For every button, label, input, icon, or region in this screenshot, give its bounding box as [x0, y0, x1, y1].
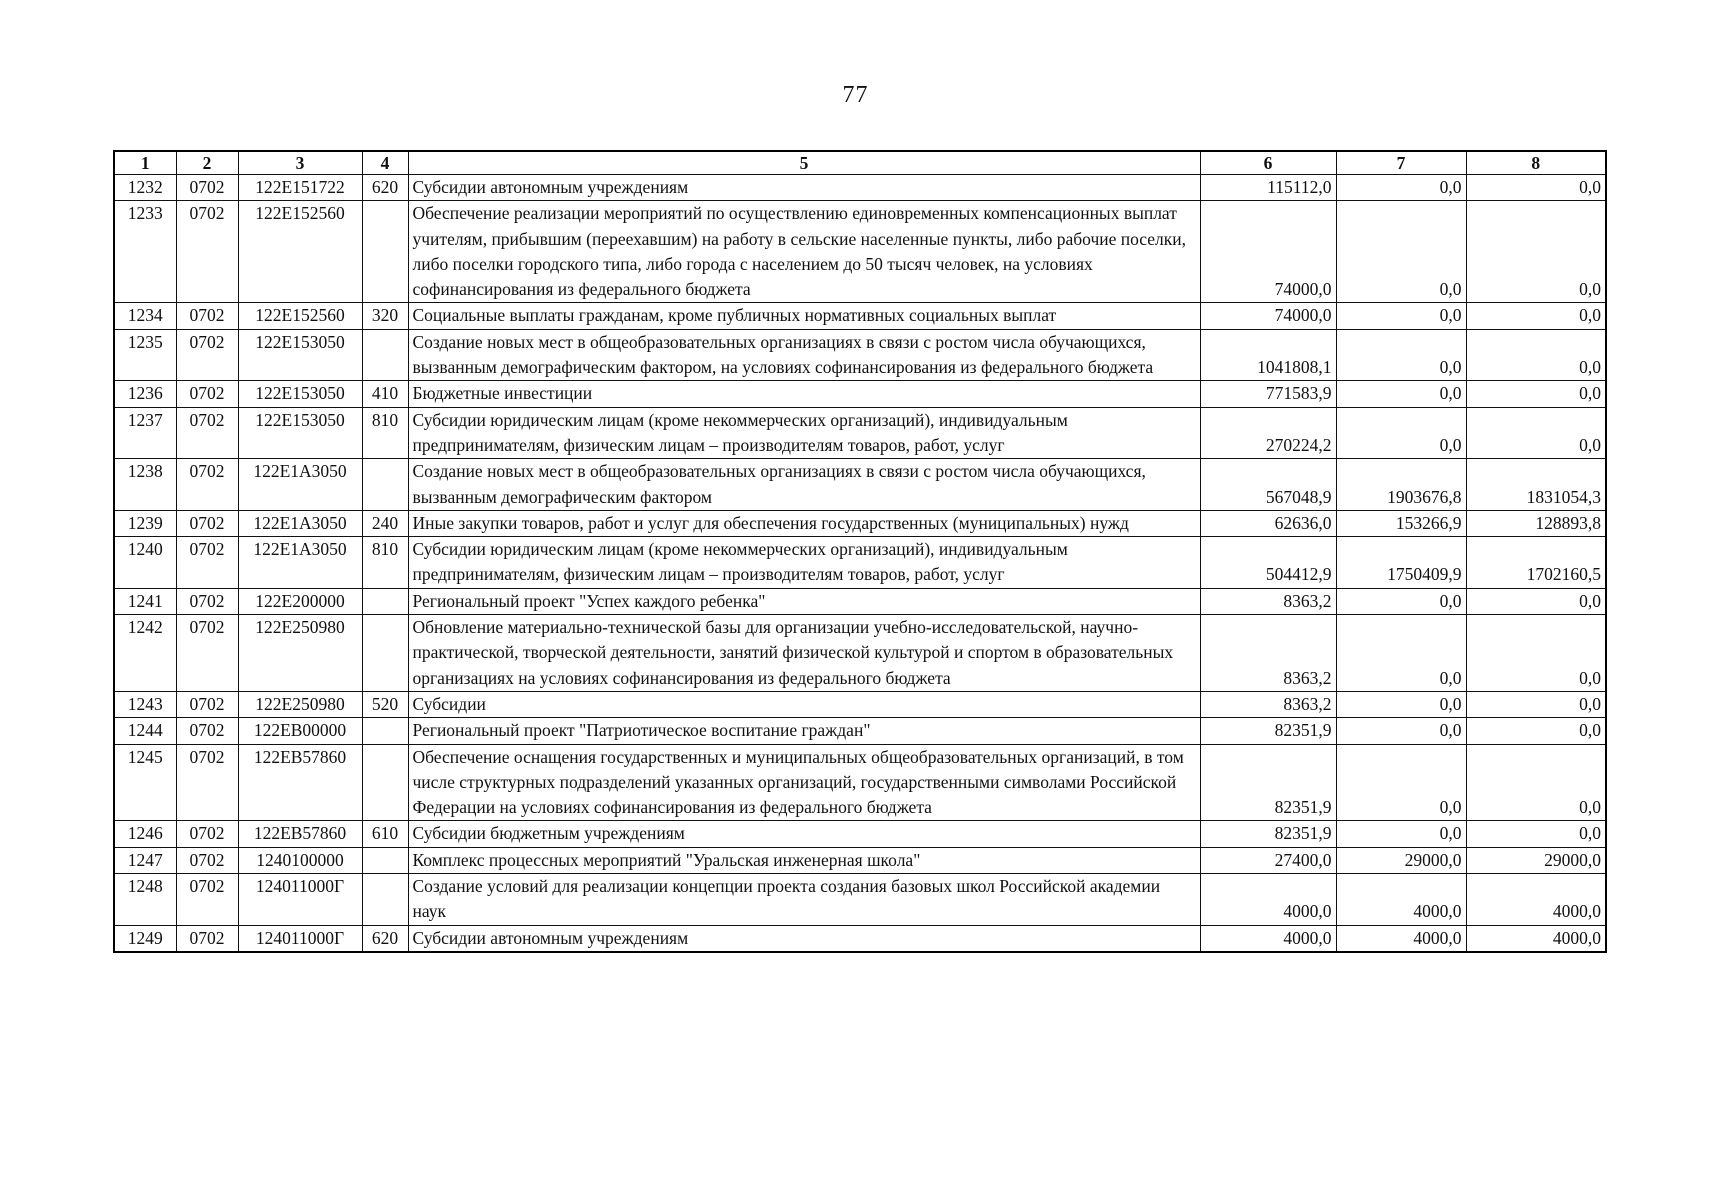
row-number-cell: 1234: [114, 303, 176, 329]
column-header: 1: [114, 151, 176, 175]
table-row: [114, 691, 1606, 717]
amount-col7-cell: 0,0: [1336, 615, 1466, 692]
column-header: 4: [362, 151, 408, 175]
amount-col8-cell: 0,0: [1466, 201, 1606, 303]
amount-col8-cell: 0,0: [1466, 329, 1606, 381]
table-row: [114, 588, 1606, 614]
section-code-cell: 0702: [176, 691, 238, 717]
section-code-cell: 0702: [176, 847, 238, 873]
expense-type-cell: [362, 329, 408, 381]
amount-col7-cell: 4000,0: [1336, 925, 1466, 952]
row-number-cell: 1243: [114, 691, 176, 717]
expense-type-cell: [362, 615, 408, 692]
table-row: [114, 744, 1606, 821]
table-row: [114, 821, 1606, 847]
expense-type-cell: 520: [362, 691, 408, 717]
section-code-cell: 0702: [176, 537, 238, 589]
row-number-cell: 1236: [114, 381, 176, 407]
amount-col8-cell: 0,0: [1466, 303, 1606, 329]
section-code-cell: 0702: [176, 201, 238, 303]
table-row: [114, 925, 1606, 952]
description-cell: Субсидии юридическим лицам (кроме некоммерческих организаций), индивидуальным предпринимателям, физическим лицам – производителям товаров, работ, услуг: [408, 537, 1200, 589]
description-cell: Субсидии: [408, 691, 1200, 717]
table-row: [114, 201, 1606, 303]
description-cell: Обновление материально-технической базы для организации учебно-исследовательской, научно-практической, творческой деятельности, занятий физической культурой и спортом в образовательных организациях на условиях софинансирования из федерального бюджета: [408, 615, 1200, 692]
amount-col6-cell: 8363,2: [1200, 691, 1336, 717]
amount-col6-cell: 82351,9: [1200, 718, 1336, 744]
description-cell: Субсидии автономным учреждениям: [408, 925, 1200, 952]
section-code-cell: 0702: [176, 821, 238, 847]
column-header: 5: [408, 151, 1200, 175]
target-article-cell: 122E250980: [238, 615, 362, 692]
amount-col8-cell: 0,0: [1466, 615, 1606, 692]
target-article-cell: 124011000Г: [238, 874, 362, 926]
amount-col7-cell: 0,0: [1336, 175, 1466, 201]
row-number-cell: 1244: [114, 718, 176, 744]
description-cell: Субсидии бюджетным учреждениям: [408, 821, 1200, 847]
row-number-cell: 1240: [114, 537, 176, 589]
table-body: [114, 175, 1606, 952]
section-code-cell: 0702: [176, 329, 238, 381]
row-number-cell: 1237: [114, 407, 176, 459]
amount-col6-cell: 74000,0: [1200, 303, 1336, 329]
section-code-cell: 0702: [176, 744, 238, 821]
target-article-cell: 122E151722: [238, 175, 362, 201]
amount-col7-cell: 0,0: [1336, 691, 1466, 717]
description-cell: Бюджетные инвестиции: [408, 381, 1200, 407]
amount-col7-cell: 0,0: [1336, 201, 1466, 303]
amount-col6-cell: 504412,9: [1200, 537, 1336, 589]
amount-col6-cell: 771583,9: [1200, 381, 1336, 407]
target-article-cell: 122E152560: [238, 303, 362, 329]
row-number-cell: 1247: [114, 847, 176, 873]
column-header: 6: [1200, 151, 1336, 175]
amount-col7-cell: 0,0: [1336, 588, 1466, 614]
target-article-cell: 122EB57860: [238, 744, 362, 821]
target-article-cell: 122E152560: [238, 201, 362, 303]
target-article-cell: 122E153050: [238, 381, 362, 407]
amount-col7-cell: 0,0: [1336, 407, 1466, 459]
amount-col7-cell: 0,0: [1336, 744, 1466, 821]
description-cell: Создание новых мест в общеобразовательных организациях в связи с ростом числа обучающихся, вызванным демографическим фактором, на условиях софинансирования из федерального бюджета: [408, 329, 1200, 381]
page-number: 77: [842, 82, 869, 108]
section-code-cell: 0702: [176, 459, 238, 511]
amount-col8-cell: 0,0: [1466, 175, 1606, 201]
table-row: [114, 329, 1606, 381]
description-cell: Субсидии автономным учреждениям: [408, 175, 1200, 201]
target-article-cell: 122E1A3050: [238, 537, 362, 589]
column-header: 3: [238, 151, 362, 175]
table-row: [114, 537, 1606, 589]
description-cell: Комплекс процессных мероприятий "Уральская инженерная школа": [408, 847, 1200, 873]
row-number-cell: 1232: [114, 175, 176, 201]
amount-col7-cell: 0,0: [1336, 329, 1466, 381]
description-cell: Иные закупки товаров, работ и услуг для обеспечения государственных (муниципальных) нужд: [408, 510, 1200, 536]
row-number-cell: 1248: [114, 874, 176, 926]
budget-table: [113, 150, 1607, 953]
section-code-cell: 0702: [176, 510, 238, 536]
section-code-cell: 0702: [176, 874, 238, 926]
amount-col7-cell: 4000,0: [1336, 874, 1466, 926]
target-article-cell: 122E1A3050: [238, 459, 362, 511]
amount-col6-cell: 82351,9: [1200, 744, 1336, 821]
expense-type-cell: 810: [362, 407, 408, 459]
amount-col7-cell: 1750409,9: [1336, 537, 1466, 589]
section-code-cell: 0702: [176, 588, 238, 614]
amount-col7-cell: 0,0: [1336, 718, 1466, 744]
amount-col8-cell: 128893,8: [1466, 510, 1606, 536]
amount-col8-cell: 1831054,3: [1466, 459, 1606, 511]
expense-type-cell: [362, 744, 408, 821]
expense-type-cell: [362, 847, 408, 873]
target-article-cell: 122EB57860: [238, 821, 362, 847]
table-row: [114, 510, 1606, 536]
section-code-cell: 0702: [176, 718, 238, 744]
row-number-cell: 1238: [114, 459, 176, 511]
target-article-cell: 122E200000: [238, 588, 362, 614]
expense-type-cell: [362, 459, 408, 511]
table-row: [114, 615, 1606, 692]
table-row: [114, 459, 1606, 511]
row-number-cell: 1241: [114, 588, 176, 614]
section-code-cell: 0702: [176, 615, 238, 692]
column-header: 8: [1466, 151, 1606, 175]
target-article-cell: 122E153050: [238, 407, 362, 459]
expense-type-cell: [362, 201, 408, 303]
amount-col6-cell: 8363,2: [1200, 588, 1336, 614]
description-cell: Региональный проект "Патриотическое воспитание граждан": [408, 718, 1200, 744]
expense-type-cell: [362, 874, 408, 926]
header-row: [114, 151, 1606, 175]
row-number-cell: 1239: [114, 510, 176, 536]
target-article-cell: 122E1A3050: [238, 510, 362, 536]
table-row: [114, 381, 1606, 407]
amount-col8-cell: 0,0: [1466, 691, 1606, 717]
target-article-cell: 1240100000: [238, 847, 362, 873]
column-header: 2: [176, 151, 238, 175]
table-row: [114, 874, 1606, 926]
row-number-cell: 1249: [114, 925, 176, 952]
table-row: [114, 407, 1606, 459]
amount-col7-cell: 0,0: [1336, 821, 1466, 847]
expense-type-cell: [362, 588, 408, 614]
amount-col8-cell: 1702160,5: [1466, 537, 1606, 589]
amount-col8-cell: 0,0: [1466, 381, 1606, 407]
row-number-cell: 1245: [114, 744, 176, 821]
amount-col6-cell: 8363,2: [1200, 615, 1336, 692]
expense-type-cell: 240: [362, 510, 408, 536]
amount-col7-cell: 0,0: [1336, 381, 1466, 407]
table-row: [114, 847, 1606, 873]
row-number-cell: 1246: [114, 821, 176, 847]
amount-col6-cell: 27400,0: [1200, 847, 1336, 873]
section-code-cell: 0702: [176, 303, 238, 329]
description-cell: Региональный проект "Успех каждого ребенка": [408, 588, 1200, 614]
amount-col8-cell: 0,0: [1466, 718, 1606, 744]
amount-col6-cell: 1041808,1: [1200, 329, 1336, 381]
section-code-cell: 0702: [176, 175, 238, 201]
row-number-cell: 1235: [114, 329, 176, 381]
amount-col7-cell: 0,0: [1336, 303, 1466, 329]
section-code-cell: 0702: [176, 925, 238, 952]
amount-col8-cell: 0,0: [1466, 407, 1606, 459]
target-article-cell: 124011000Г: [238, 925, 362, 952]
section-code-cell: 0702: [176, 407, 238, 459]
amount-col6-cell: 74000,0: [1200, 201, 1336, 303]
amount-col8-cell: 0,0: [1466, 744, 1606, 821]
column-header: 7: [1336, 151, 1466, 175]
expense-type-cell: 610: [362, 821, 408, 847]
target-article-cell: 122E153050: [238, 329, 362, 381]
table-row: [114, 303, 1606, 329]
expense-type-cell: [362, 718, 408, 744]
amount-col6-cell: 270224,2: [1200, 407, 1336, 459]
description-cell: Социальные выплаты гражданам, кроме публичных нормативных социальных выплат: [408, 303, 1200, 329]
expense-type-cell: 410: [362, 381, 408, 407]
target-article-cell: 122EB00000: [238, 718, 362, 744]
expense-type-cell: 620: [362, 175, 408, 201]
amount-col6-cell: 62636,0: [1200, 510, 1336, 536]
description-cell: Субсидии юридическим лицам (кроме некоммерческих организаций), индивидуальным предпринимателям, физическим лицам – производителям товаров, работ, услуг: [408, 407, 1200, 459]
target-article-cell: 122E250980: [238, 691, 362, 717]
expense-type-cell: 320: [362, 303, 408, 329]
amount-col6-cell: 567048,9: [1200, 459, 1336, 511]
description-cell: Создание условий для реализации концепции проекта создания базовых школ Российской академии наук: [408, 874, 1200, 926]
description-cell: Обеспечение оснащения государственных и муниципальных общеобразовательных организаций, в том числе структурных подразделений указанных организаций, государственными символами Российской Федерации на условиях софинансирования из федерального бюджета: [408, 744, 1200, 821]
table-row: [114, 175, 1606, 201]
table-row: [114, 718, 1606, 744]
amount-col8-cell: 29000,0: [1466, 847, 1606, 873]
amount-col8-cell: 4000,0: [1466, 874, 1606, 926]
amount-col7-cell: 1903676,8: [1336, 459, 1466, 511]
row-number-cell: 1242: [114, 615, 176, 692]
amount-col6-cell: 4000,0: [1200, 925, 1336, 952]
amount-col7-cell: 153266,9: [1336, 510, 1466, 536]
description-cell: Обеспечение реализации мероприятий по осуществлению единовременных компенсационных выплат учителям, прибывшим (переехавшим) на работу в сельские населенные пункты, либо рабочие поселки, либо поселки городского типа, либо города с населением до 50 тысяч человек, на условиях софинансирования из федерального бюджета: [408, 201, 1200, 303]
amount-col6-cell: 82351,9: [1200, 821, 1336, 847]
expense-type-cell: 810: [362, 537, 408, 589]
amount-col8-cell: 0,0: [1466, 821, 1606, 847]
description-cell: Создание новых мест в общеобразовательных организациях в связи с ростом числа обучающихся, вызванным демографическим фактором: [408, 459, 1200, 511]
amount-col8-cell: 0,0: [1466, 588, 1606, 614]
row-number-cell: 1233: [114, 201, 176, 303]
amount-col8-cell: 4000,0: [1466, 925, 1606, 952]
amount-col7-cell: 29000,0: [1336, 847, 1466, 873]
amount-col6-cell: 115112,0: [1200, 175, 1336, 201]
amount-col6-cell: 4000,0: [1200, 874, 1336, 926]
section-code-cell: 0702: [176, 381, 238, 407]
expense-type-cell: 620: [362, 925, 408, 952]
